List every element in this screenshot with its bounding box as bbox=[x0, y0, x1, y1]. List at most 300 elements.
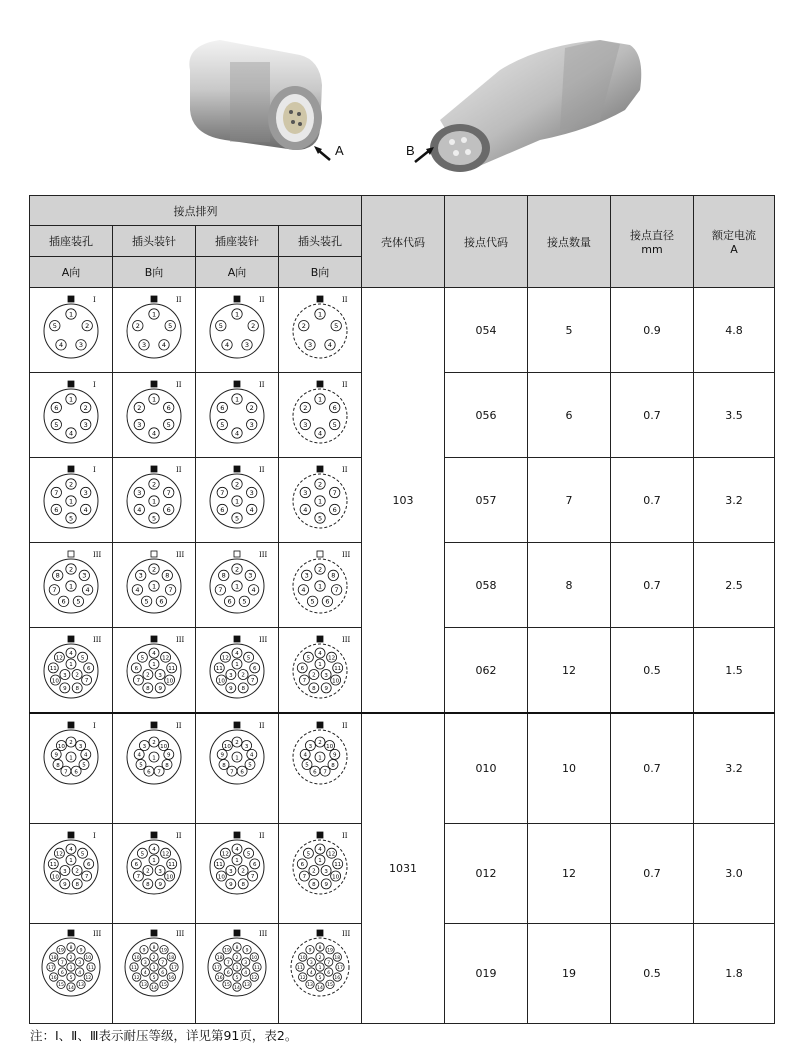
contact-number: 1 bbox=[68, 582, 74, 591]
voltage-class-label: II bbox=[259, 831, 265, 840]
contact-number: 4 bbox=[152, 651, 156, 658]
plug-pins-diagram bbox=[115, 373, 193, 451]
contact-number: 6 bbox=[325, 597, 330, 606]
keyway-marker bbox=[68, 832, 74, 838]
contact-number: 4 bbox=[318, 846, 322, 853]
rated-current-cell: 3.5 bbox=[694, 373, 775, 458]
contact-number: 2 bbox=[152, 955, 156, 961]
plug-holes-diagram bbox=[281, 288, 359, 366]
contact-number: 2 bbox=[249, 403, 254, 412]
contact-number: 12 bbox=[328, 655, 336, 662]
contact-number: 6 bbox=[60, 970, 64, 976]
contact-number: 8 bbox=[222, 762, 226, 769]
contact-diameter-cell: 0.5 bbox=[611, 628, 694, 714]
contact-number: 5 bbox=[139, 762, 143, 769]
keyway-marker bbox=[234, 296, 240, 302]
contact-number: 7 bbox=[250, 678, 255, 685]
keyway-marker bbox=[68, 722, 74, 728]
contact-count-cell: 12 bbox=[528, 628, 611, 714]
arrangement-cell bbox=[113, 628, 196, 714]
contact-number: 4 bbox=[318, 651, 322, 658]
contact-number: 2 bbox=[151, 480, 157, 489]
keyway-marker bbox=[151, 722, 157, 728]
contact-number: 4 bbox=[135, 586, 140, 595]
voltage-class-label: III bbox=[176, 929, 185, 938]
contact-number: 11 bbox=[334, 861, 342, 868]
header-dir-a-1: A向 bbox=[30, 257, 113, 288]
contact-number: 3 bbox=[303, 488, 308, 497]
contact-number: 5 bbox=[152, 975, 156, 981]
contact-number: 7 bbox=[218, 586, 223, 595]
keyway-marker bbox=[234, 722, 240, 728]
contact-diameter-cell: 0.9 bbox=[611, 288, 694, 373]
contact-number: 1 bbox=[235, 857, 239, 864]
contact-number: 5 bbox=[140, 655, 145, 662]
contact-diameter-cell: 0.7 bbox=[611, 458, 694, 543]
contact-number: 7 bbox=[54, 488, 59, 497]
contact-number: 11 bbox=[131, 965, 137, 971]
contact-count-cell: 8 bbox=[528, 543, 611, 628]
contact-number: 4 bbox=[234, 429, 240, 438]
contact-number: 5 bbox=[305, 762, 309, 769]
arrangement-cell bbox=[196, 923, 279, 1023]
contact-number: 6 bbox=[134, 861, 139, 868]
contact-number: 3 bbox=[229, 672, 233, 679]
contact-number: 3 bbox=[249, 420, 254, 429]
contact-number: 5 bbox=[306, 655, 311, 662]
contact-number: 10 bbox=[57, 743, 65, 750]
keyway-marker bbox=[68, 930, 74, 936]
socket-holes-diagram bbox=[32, 628, 110, 706]
contact-number: 1 bbox=[234, 310, 240, 319]
contact-number: 9 bbox=[158, 686, 162, 693]
contact-number: 6 bbox=[252, 666, 257, 673]
contact-number: 15 bbox=[161, 982, 167, 988]
keyway-marker bbox=[151, 636, 157, 642]
contact-number: 5 bbox=[68, 514, 74, 523]
contact-number: 4 bbox=[249, 505, 254, 514]
contact-number: 4 bbox=[83, 505, 88, 514]
rated-current-cell: 3.2 bbox=[694, 713, 775, 823]
header-plug-pins: 插头装针 bbox=[113, 226, 196, 257]
contact-number: 9 bbox=[63, 686, 67, 693]
arrangement-cell bbox=[196, 543, 279, 628]
contact-number: 3 bbox=[82, 571, 87, 580]
contact-code-cell: 058 bbox=[445, 543, 528, 628]
contact-number: 12 bbox=[221, 655, 229, 662]
header-rated-current bbox=[694, 196, 775, 288]
contact-number: 9 bbox=[142, 948, 146, 954]
socket-pins-diagram bbox=[198, 288, 276, 366]
contact-number: 18 bbox=[334, 955, 341, 961]
contact-number: 4 bbox=[251, 586, 256, 595]
contact-number: 1 bbox=[318, 755, 322, 762]
plug-holes-diagram bbox=[281, 924, 359, 1002]
keyway-marker bbox=[68, 636, 74, 642]
contact-number: 2 bbox=[241, 672, 245, 679]
contact-number: 9 bbox=[324, 686, 328, 693]
contact-code-cell: 012 bbox=[445, 823, 528, 923]
socket-pins-diagram bbox=[198, 373, 276, 451]
contact-number: 4 bbox=[327, 341, 333, 350]
contact-number: 4 bbox=[152, 846, 156, 853]
contact-number: 19 bbox=[224, 948, 230, 954]
contact-number: 11 bbox=[49, 666, 57, 673]
contact-number: 12 bbox=[251, 975, 258, 981]
contact-number: 8 bbox=[318, 945, 322, 951]
arrangement-cell bbox=[279, 628, 362, 714]
contact-number: 8 bbox=[55, 571, 60, 580]
socket-holes-diagram bbox=[32, 824, 110, 902]
contact-number: 5 bbox=[332, 420, 337, 429]
socket-connector-photo bbox=[189, 40, 330, 160]
keyway-marker bbox=[68, 551, 74, 557]
voltage-class-label: II bbox=[342, 466, 348, 474]
contact-count-cell: 6 bbox=[528, 373, 611, 458]
contact-number: 8 bbox=[165, 762, 169, 769]
contact-number: 5 bbox=[80, 655, 85, 662]
voltage-class-label: I bbox=[93, 831, 96, 840]
voltage-class-label: III bbox=[93, 551, 102, 559]
contact-number: 15 bbox=[327, 982, 333, 988]
contact-number: 1 bbox=[235, 965, 239, 971]
arrangement-cell bbox=[113, 823, 196, 923]
contact-number: 7 bbox=[250, 873, 255, 880]
header-socket-pins: 插座装针 bbox=[196, 226, 279, 257]
contact-arrangement-table bbox=[29, 195, 775, 1024]
voltage-class-label: II bbox=[176, 722, 182, 730]
socket-pins-diagram bbox=[198, 924, 276, 1002]
contact-number: 1 bbox=[318, 857, 322, 864]
contact-number: 6 bbox=[161, 970, 165, 976]
header-rated-current-unit: A bbox=[730, 243, 738, 256]
keyway-marker bbox=[234, 930, 240, 936]
contact-number: 3 bbox=[244, 960, 248, 966]
contact-number: 1 bbox=[152, 662, 156, 669]
contact-number: 14 bbox=[68, 985, 74, 991]
contact-number: 12 bbox=[299, 975, 306, 981]
contact-number: 2 bbox=[251, 322, 256, 331]
contact-number: 7 bbox=[52, 586, 57, 595]
keyway-marker bbox=[234, 551, 240, 557]
socket-pins-diagram bbox=[198, 458, 276, 536]
voltage-class-label: II bbox=[259, 296, 265, 304]
contact-number: 11 bbox=[297, 965, 303, 971]
contact-number: 3 bbox=[303, 420, 308, 429]
contact-number: 4 bbox=[84, 752, 88, 759]
rated-current-cell: 1.8 bbox=[694, 923, 775, 1023]
contact-number: 12 bbox=[85, 975, 92, 981]
arrangement-cell bbox=[279, 373, 362, 458]
plug-pins-diagram bbox=[115, 824, 193, 902]
contact-number: 3 bbox=[137, 488, 142, 497]
socket-holes-diagram bbox=[32, 288, 110, 366]
plug-pins-diagram bbox=[115, 628, 193, 706]
contact-number: 10 bbox=[326, 743, 334, 750]
socket-pins-diagram bbox=[198, 543, 276, 621]
contact-number: 5 bbox=[248, 762, 252, 769]
contact-number: 3 bbox=[244, 743, 249, 750]
contact-number: 2 bbox=[151, 565, 157, 574]
contact-number: 1 bbox=[234, 497, 240, 506]
contact-number: 8 bbox=[75, 686, 79, 693]
contact-number: 11 bbox=[254, 965, 260, 971]
plug-pins-diagram bbox=[115, 288, 193, 366]
voltage-class-label: I bbox=[93, 296, 96, 304]
voltage-class-label: II bbox=[259, 722, 265, 730]
contact-number: 17 bbox=[214, 965, 220, 971]
keyway-marker bbox=[317, 722, 323, 728]
contact-number: 4 bbox=[250, 752, 254, 759]
contact-number: 11 bbox=[168, 861, 176, 868]
contact-number: 1 bbox=[151, 395, 157, 404]
product-photos bbox=[0, 0, 800, 190]
contact-number: 7 bbox=[220, 488, 225, 497]
contact-number: 7 bbox=[332, 488, 337, 497]
contact-number: 4 bbox=[301, 586, 306, 595]
contact-number: 1 bbox=[69, 965, 73, 971]
contact-number: 7 bbox=[84, 678, 89, 685]
contact-number: 6 bbox=[54, 403, 59, 412]
contact-number: 14 bbox=[317, 985, 323, 991]
arrangement-cell bbox=[30, 628, 113, 714]
contact-number: 9 bbox=[79, 948, 83, 954]
keyway-marker bbox=[68, 296, 74, 302]
keyway-marker bbox=[317, 466, 323, 472]
contact-number: 10 bbox=[133, 955, 140, 961]
contact-number: 8 bbox=[241, 686, 245, 693]
contact-number: 16 bbox=[216, 975, 223, 981]
contact-number: 16 bbox=[334, 975, 341, 981]
contact-number: 4 bbox=[317, 429, 323, 438]
contact-number: 9 bbox=[324, 881, 328, 888]
header-contact-diameter-unit: mm bbox=[641, 243, 663, 256]
arrangement-cell bbox=[279, 288, 362, 373]
contact-number: 6 bbox=[220, 403, 225, 412]
contact-number: 5 bbox=[220, 420, 225, 429]
contact-number: 15 bbox=[58, 982, 64, 988]
contact-number: 1 bbox=[152, 755, 156, 762]
contact-number: 8 bbox=[241, 881, 245, 888]
arrangement-cell bbox=[30, 823, 113, 923]
keyway-marker bbox=[234, 636, 240, 642]
voltage-class-label: III bbox=[342, 636, 351, 644]
contact-number: 5 bbox=[318, 975, 322, 981]
table-row bbox=[30, 713, 775, 823]
contact-number: 3 bbox=[307, 341, 313, 350]
contact-code-cell: 057 bbox=[445, 458, 528, 543]
contact-number: 2 bbox=[135, 322, 140, 331]
rated-current-cell: 3.2 bbox=[694, 458, 775, 543]
contact-number: 5 bbox=[242, 597, 247, 606]
contact-number: 1 bbox=[318, 662, 322, 669]
contact-number: 13 bbox=[78, 982, 84, 988]
keyway-marker bbox=[234, 466, 240, 472]
photo-label-a: A bbox=[335, 143, 344, 158]
contact-number: 2 bbox=[68, 565, 74, 574]
contact-number: 1 bbox=[152, 857, 156, 864]
contact-number: 3 bbox=[249, 488, 254, 497]
arrangement-cell bbox=[30, 373, 113, 458]
contact-number: 6 bbox=[300, 861, 305, 868]
contact-number: 4 bbox=[303, 505, 308, 514]
contact-number: 6 bbox=[166, 505, 171, 514]
contact-number: 10 bbox=[217, 678, 225, 685]
contact-number: 5 bbox=[151, 514, 157, 523]
voltage-class-label: II bbox=[176, 381, 182, 389]
voltage-class-label: II bbox=[342, 831, 348, 840]
contact-number: 15 bbox=[224, 982, 230, 988]
contact-number: 3 bbox=[143, 960, 147, 966]
contact-number: 3 bbox=[308, 743, 313, 750]
contact-number: 2 bbox=[146, 868, 150, 875]
contact-number: 1 bbox=[317, 582, 323, 591]
voltage-class-label: III bbox=[176, 551, 185, 559]
contact-number: 5 bbox=[52, 322, 57, 331]
contact-number: 10 bbox=[160, 743, 168, 750]
contact-count-cell: 5 bbox=[528, 288, 611, 373]
keyway-marker bbox=[317, 381, 323, 387]
arrangement-cell bbox=[30, 923, 113, 1023]
shell-code-cell: 1031 bbox=[362, 713, 445, 1023]
contact-number: 3 bbox=[309, 960, 313, 966]
contact-number: 7 bbox=[323, 769, 327, 776]
arrangement-cell bbox=[113, 923, 196, 1023]
contact-number: 7 bbox=[226, 960, 230, 966]
arrangement-cell bbox=[279, 458, 362, 543]
contact-number: 6 bbox=[252, 861, 257, 868]
contact-number: 4 bbox=[151, 429, 157, 438]
arrangement-cell bbox=[113, 458, 196, 543]
contact-number: 7 bbox=[157, 769, 161, 776]
keyway-marker bbox=[317, 930, 323, 936]
contact-number: 12 bbox=[55, 655, 63, 662]
contact-number: 9 bbox=[167, 752, 171, 759]
contact-number: 12 bbox=[162, 851, 170, 857]
contact-number: 3 bbox=[78, 341, 84, 350]
contact-number: 5 bbox=[246, 655, 251, 662]
contact-number: 4 bbox=[244, 970, 248, 976]
contact-number: 1 bbox=[69, 755, 73, 762]
contact-number: 1 bbox=[317, 497, 323, 506]
keyway-marker bbox=[151, 551, 157, 557]
contact-number: 3 bbox=[324, 868, 328, 875]
contact-number: 18 bbox=[50, 955, 57, 961]
contact-number: 13 bbox=[141, 982, 147, 988]
voltage-class-label: II bbox=[259, 381, 265, 389]
arrangement-cell bbox=[113, 288, 196, 373]
contact-number: 9 bbox=[229, 881, 233, 888]
plug-pins-diagram bbox=[115, 458, 193, 536]
contact-number: 1 bbox=[152, 965, 156, 971]
contact-diameter-cell: 0.5 bbox=[611, 923, 694, 1023]
contact-number: 3 bbox=[304, 571, 309, 580]
contact-number: 3 bbox=[142, 743, 147, 750]
contact-number: 4 bbox=[224, 341, 230, 350]
contact-number: 5 bbox=[69, 975, 73, 981]
contact-number: 3 bbox=[229, 868, 233, 875]
arrangement-cell bbox=[113, 713, 196, 823]
plug-holes-diagram bbox=[281, 373, 359, 451]
arrangement-cell bbox=[196, 373, 279, 458]
contact-number: 6 bbox=[134, 666, 139, 673]
contact-code-cell: 056 bbox=[445, 373, 528, 458]
arrangement-cell bbox=[113, 373, 196, 458]
keyway-marker bbox=[68, 466, 74, 472]
contact-number: 1 bbox=[317, 310, 323, 319]
contact-number: 3 bbox=[137, 420, 142, 429]
shell-code-cell: 103 bbox=[362, 288, 445, 714]
contact-number: 4 bbox=[69, 846, 73, 853]
contact-number: 12 bbox=[162, 655, 170, 662]
voltage-class-label: I bbox=[93, 381, 96, 389]
contact-number: 1 bbox=[234, 395, 240, 404]
contact-number: 8 bbox=[146, 686, 150, 693]
contact-number: 10 bbox=[332, 678, 340, 685]
contact-number: 6 bbox=[220, 505, 225, 514]
arrangement-cell bbox=[196, 823, 279, 923]
contact-number: 6 bbox=[327, 970, 331, 976]
contact-number: 11 bbox=[49, 861, 57, 868]
rated-current-cell: 2.5 bbox=[694, 543, 775, 628]
footnote: 注：Ⅰ、Ⅱ、Ⅲ表示耐压等级，详见第91页，表2。 bbox=[30, 1028, 298, 1043]
contact-number: 2 bbox=[137, 403, 142, 412]
contact-number: 10 bbox=[332, 873, 340, 880]
contact-number: 2 bbox=[75, 868, 79, 875]
contact-number: 8 bbox=[331, 762, 335, 769]
arrangement-cell bbox=[279, 713, 362, 823]
contact-number: 5 bbox=[246, 851, 251, 857]
contact-number: 7 bbox=[136, 873, 141, 880]
contact-number: 10 bbox=[166, 678, 174, 685]
arrangement-cell bbox=[279, 923, 362, 1023]
contact-diameter-cell: 0.7 bbox=[611, 823, 694, 923]
contact-diameter-cell: 0.7 bbox=[611, 543, 694, 628]
contact-number: 12 bbox=[133, 975, 140, 981]
contact-number: 2 bbox=[241, 868, 245, 875]
contact-number: 8 bbox=[221, 571, 226, 580]
table-body bbox=[30, 288, 775, 1024]
contact-number: 4 bbox=[235, 651, 239, 658]
table-row bbox=[30, 288, 775, 373]
contact-number: 7 bbox=[84, 873, 89, 880]
contact-number: 11 bbox=[215, 666, 223, 673]
header-contact-code: 接点代码 bbox=[445, 196, 528, 288]
contact-number: 3 bbox=[63, 672, 67, 679]
contact-number: 6 bbox=[313, 769, 317, 776]
header-rated-current-label: 额定电流 bbox=[712, 229, 756, 242]
contact-number: 9 bbox=[220, 752, 224, 759]
voltage-class-label: III bbox=[259, 636, 268, 644]
contact-number: 1 bbox=[235, 755, 239, 762]
contact-number: 5 bbox=[317, 514, 323, 523]
voltage-class-label: III bbox=[93, 929, 102, 938]
socket-pins-diagram bbox=[198, 714, 276, 792]
contact-number: 11 bbox=[334, 666, 342, 673]
contact-count-cell: 19 bbox=[528, 923, 611, 1023]
contact-number: 6 bbox=[61, 597, 66, 606]
contact-number: 3 bbox=[78, 960, 82, 966]
contact-number: 10 bbox=[223, 743, 231, 750]
header-contact-diameter bbox=[611, 196, 694, 288]
contact-number: 4 bbox=[143, 970, 147, 976]
rated-current-cell: 3.0 bbox=[694, 823, 775, 923]
contact-number: 3 bbox=[83, 488, 88, 497]
plug-connector-photo bbox=[415, 40, 641, 172]
keyway-marker bbox=[317, 636, 323, 642]
contact-number: 2 bbox=[235, 740, 239, 747]
contact-number: 2 bbox=[318, 740, 322, 747]
